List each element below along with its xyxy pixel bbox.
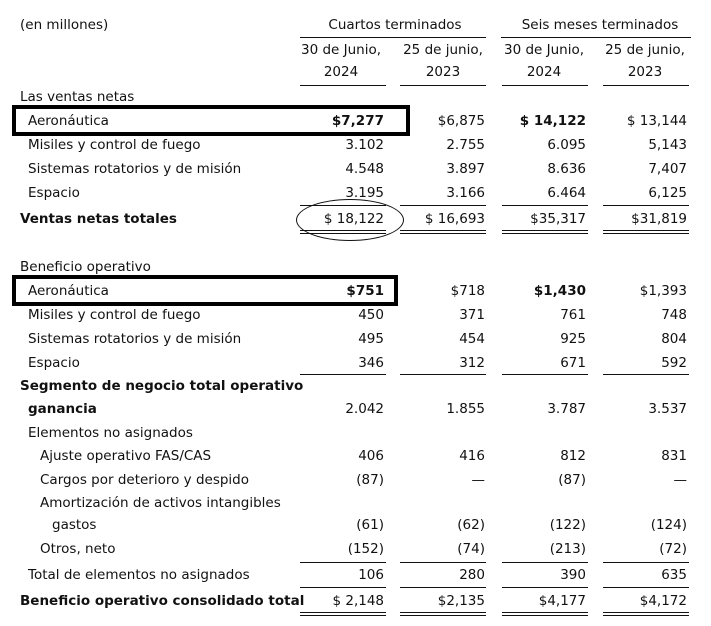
sales-value: 3.166 — [446, 185, 485, 201]
segment-total-label-line1: Segmento de negocio total operativo — [20, 378, 304, 394]
operating-value: 925 — [560, 331, 586, 347]
col2-header-line2: 2023 — [425, 64, 461, 80]
operating-value: 312 — [459, 355, 485, 371]
sales-value: 5,143 — [648, 137, 687, 153]
units-label: (en millones) — [20, 17, 109, 33]
consolidated-total-value: $4,177 — [538, 593, 586, 609]
segment-total-value: 3.787 — [547, 401, 586, 417]
unallocated-row-label-line2: gastos — [52, 517, 97, 533]
sales-row-label: Sistemas rotatorios y de misión — [28, 161, 242, 177]
sales-value: 6.095 — [547, 137, 586, 153]
sales-total-value: $ 18,122 — [323, 211, 384, 227]
sales-value: 3.102 — [345, 137, 384, 153]
unallocated-total-value: 635 — [661, 567, 687, 583]
unallocated-title: Elementos no asignados — [28, 425, 193, 441]
unallocated-value: 406 — [358, 448, 384, 464]
unallocated-total-value: 106 — [358, 567, 384, 583]
unallocated-value: 416 — [459, 448, 485, 464]
unallocated-total-value: 390 — [560, 567, 586, 583]
col4-header-line2: 2023 — [627, 64, 663, 80]
segment-total-label-line2: ganancia — [28, 401, 97, 417]
unallocated-total-label: Total de elementos no asignados — [28, 567, 250, 583]
operating-value: 346 — [358, 355, 384, 371]
sales-value: 2.755 — [446, 137, 485, 153]
unallocated-row-label: Cargos por deterioro y despido — [40, 472, 250, 488]
sales-value: $6,875 — [437, 113, 485, 129]
highlight-box-sales-aeronautics — [12, 105, 410, 136]
sales-section-title: Las ventas netas — [20, 89, 135, 105]
sales-value: $7,277 — [331, 113, 384, 129]
unallocated-value: 831 — [661, 448, 687, 464]
operating-value: 450 — [358, 307, 384, 323]
col4-header-line1: 25 de junio, — [605, 42, 685, 58]
unallocated-value: (152) — [347, 541, 384, 557]
segment-total-value: 3.537 — [648, 401, 687, 417]
sales-row-label: Aeronáutica — [28, 113, 109, 129]
operating-value: 748 — [661, 307, 687, 323]
sales-total-value: $ 16,693 — [424, 211, 485, 227]
sales-value: 7,407 — [648, 161, 687, 177]
operating-value: $718 — [450, 283, 485, 299]
segment-total-value: 1.855 — [446, 401, 485, 417]
consolidated-total-value: $ 2,148 — [332, 593, 384, 609]
operating-row-label: Aeronáutica — [28, 283, 109, 299]
consolidated-total-value: $4,172 — [639, 593, 687, 609]
operating-row-label: Espacio — [28, 355, 80, 371]
segment-total-value: 2.042 — [345, 401, 384, 417]
unallocated-value: (124) — [650, 517, 687, 533]
unallocated-value: (213) — [549, 541, 586, 557]
unallocated-value: (61) — [356, 517, 384, 533]
operating-value: 804 — [661, 331, 687, 347]
operating-row-label: Misiles y control de fuego — [28, 307, 201, 323]
unallocated-value: (72) — [659, 541, 687, 557]
sales-value: 8.636 — [547, 161, 586, 177]
group-header-six-months: Seis meses terminados — [521, 17, 679, 33]
unallocated-row-label-line1: Amortización de activos intangibles — [40, 495, 281, 511]
unallocated-value: — — [673, 472, 687, 488]
highlight-box-operating-aeronautics — [12, 275, 398, 306]
operating-row-label: Sistemas rotatorios y de misión — [28, 331, 242, 347]
consolidated-total-label: Beneficio operativo consolidado total — [20, 593, 305, 609]
operating-value: 371 — [459, 307, 485, 323]
sales-total-value: $31,819 — [631, 211, 687, 227]
unallocated-row-label: Otros, neto — [40, 541, 116, 557]
sales-value: 3.195 — [345, 185, 384, 201]
sales-total-label: Ventas netas totales — [20, 211, 177, 227]
unallocated-value: (87) — [558, 472, 586, 488]
unallocated-value: (122) — [549, 517, 586, 533]
operating-value: 495 — [358, 331, 384, 347]
unallocated-value: — — [471, 472, 485, 488]
col3-header-line2: 2024 — [526, 64, 562, 80]
unallocated-value: 812 — [560, 448, 586, 464]
unallocated-value: (87) — [356, 472, 384, 488]
group-header-quarters: Cuartos terminados — [328, 17, 462, 33]
consolidated-total-value: $2,135 — [437, 593, 485, 609]
sales-value: 6.464 — [547, 185, 586, 201]
sales-value: $ 14,122 — [519, 113, 586, 129]
sales-value: 3.897 — [446, 161, 485, 177]
sales-row-label: Misiles y control de fuego — [28, 137, 201, 153]
operating-value: $1,393 — [639, 283, 687, 299]
col1-header-line2: 2024 — [323, 64, 359, 80]
unallocated-value: (62) — [457, 517, 485, 533]
unallocated-total-value: 280 — [459, 567, 485, 583]
sales-value: 6,125 — [648, 185, 687, 201]
col3-header-line1: 30 de Junio, — [503, 42, 585, 58]
operating-section-title: Beneficio operativo — [20, 259, 151, 275]
operating-value: $1,430 — [533, 283, 586, 299]
unallocated-value: (74) — [457, 541, 485, 557]
col1-header-line1: 30 de Junio, — [300, 42, 382, 58]
operating-value: 671 — [560, 355, 586, 371]
sales-value: 4.548 — [345, 161, 384, 177]
operating-value: 592 — [661, 355, 687, 371]
operating-value: 454 — [459, 331, 485, 347]
unallocated-row-label: Ajuste operativo FAS/CAS — [40, 448, 212, 464]
sales-value: $ 13,144 — [626, 113, 687, 129]
operating-value: $751 — [346, 283, 384, 299]
highlight-ellipse-total-sales — [296, 199, 404, 241]
operating-value: 761 — [560, 307, 586, 323]
sales-total-value: $35,317 — [530, 211, 586, 227]
sales-row-label: Espacio — [28, 185, 80, 201]
col2-header-line1: 25 de junio, — [403, 42, 483, 58]
